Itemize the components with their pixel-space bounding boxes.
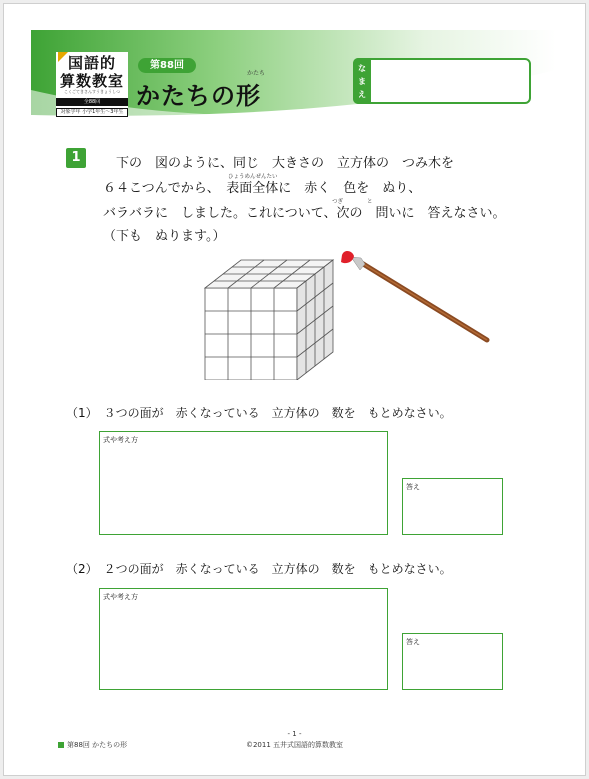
name-label-char: ま bbox=[358, 77, 366, 86]
footer-title-text: 第88回 かたちの形 bbox=[67, 741, 128, 749]
ruby-hyoumen: ひょうめんぜんたい bbox=[228, 174, 278, 180]
ruby-tsugi: つぎ bbox=[332, 199, 344, 205]
answer-label: 答え bbox=[406, 638, 420, 646]
cube-illustration bbox=[190, 240, 510, 380]
copyright: ©2011 五井式国語的算数教室 bbox=[245, 741, 344, 749]
logo-line2: 算数教室 bbox=[59, 72, 124, 90]
sub-question-2: （2） ２つの面が 赤くなっている 立方体の 数を もとめなさい。 bbox=[66, 562, 452, 576]
question-line-3: バラバラに しました。これについて、次の 問いに 答えなさい。 bbox=[103, 206, 506, 221]
name-field[interactable] bbox=[353, 58, 531, 104]
ruby-to: と bbox=[367, 199, 373, 205]
name-label-char: え bbox=[358, 90, 366, 99]
logo bbox=[56, 52, 128, 120]
paintbrush-icon bbox=[341, 251, 487, 340]
answer-label: 答え bbox=[406, 483, 420, 491]
work-area-1[interactable] bbox=[99, 431, 388, 535]
logo-set: 全88回 bbox=[56, 98, 128, 106]
work-area-2[interactable] bbox=[99, 588, 388, 690]
title-ruby: かたち bbox=[247, 70, 266, 77]
name-label-char: な bbox=[358, 64, 366, 73]
round-badge: 第88回 bbox=[138, 58, 196, 73]
question-number: 1 bbox=[66, 148, 86, 168]
logo-line1: 国語的 bbox=[67, 54, 116, 72]
work-label: 式や考え方 bbox=[103, 436, 138, 444]
answer-box-2[interactable] bbox=[402, 633, 503, 690]
page-number: - 1 - bbox=[287, 730, 302, 738]
sub-question-1: （1） ３つの面が 赤くなっている 立方体の 数を もとめなさい。 bbox=[66, 406, 452, 420]
stacked-cube-icon bbox=[205, 260, 333, 380]
question-line-1: 下の 図のように、同じ 大きさの 立方体の つみ木を bbox=[116, 156, 455, 171]
logo-grade: 対象学年 小学1年生～3年生 bbox=[56, 108, 128, 117]
page-title: かたちの形 bbox=[136, 82, 261, 110]
work-label: 式や考え方 bbox=[103, 593, 138, 601]
logo-corner-mark bbox=[58, 52, 68, 62]
question-line-4: （下も ぬります。） bbox=[103, 229, 226, 244]
name-label bbox=[353, 58, 371, 104]
question-line-2: ６４こつんでから、 表面全体に 赤く 色を ぬり、 bbox=[103, 181, 422, 196]
answer-box-1[interactable] bbox=[402, 478, 503, 535]
logo-tagline: こくごてきさんすうきょうしつ bbox=[64, 89, 120, 94]
